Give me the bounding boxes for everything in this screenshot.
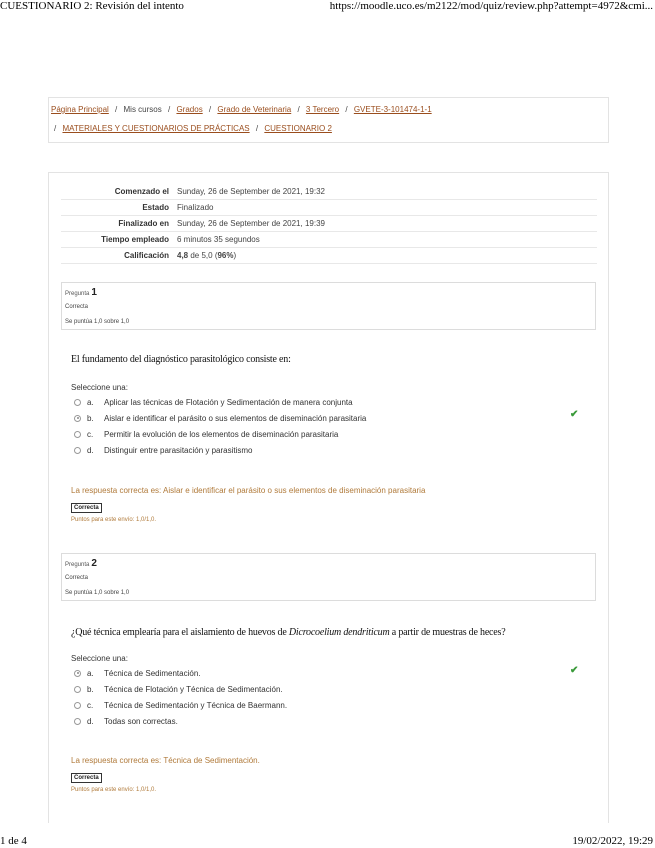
answer-option[interactable] bbox=[74, 442, 366, 458]
answer-letter: b. bbox=[87, 684, 94, 694]
radio-button[interactable] bbox=[74, 415, 81, 422]
print-title: CUESTIONARIO 2: Revisión del intento bbox=[0, 0, 184, 12]
answer-text: Técnica de Flotación y Técnica de Sedimentación. bbox=[104, 684, 283, 694]
breadcrumb-separator: / bbox=[345, 105, 348, 114]
answer-text: Técnica de Sedimentación y Técnica de Baermann. bbox=[104, 700, 288, 710]
breadcrumb-grado-veterinaria[interactable]: Grado de Veterinaria bbox=[217, 105, 292, 114]
radio-button[interactable] bbox=[74, 718, 81, 725]
answer-letter: a. bbox=[87, 397, 94, 407]
grade-close: ) bbox=[233, 251, 237, 260]
select-prompt-1: Seleccione una: bbox=[71, 383, 128, 392]
answer-option[interactable] bbox=[74, 713, 287, 729]
question-text-1: El fundamento del diagnóstico parasitológico consiste en: bbox=[71, 354, 291, 365]
breadcrumb-grados[interactable]: Grados bbox=[176, 105, 203, 114]
finished-label: Finalizado en bbox=[61, 216, 173, 232]
radio-button[interactable] bbox=[74, 670, 81, 677]
answer-text: Aplicar las técnicas de Flotación y Sedimentación de manera conjunta bbox=[104, 397, 353, 407]
summary-row-finished bbox=[61, 216, 597, 232]
radio-button[interactable] bbox=[74, 399, 81, 406]
species-name: Dicrocoelium dendriticum bbox=[288, 627, 390, 638]
points-text: Puntos para este envío: 1,0/1,0. bbox=[71, 517, 157, 523]
checkmark-icon: ✔ bbox=[570, 665, 579, 676]
answer-letter: a. bbox=[87, 668, 94, 678]
radio-button[interactable] bbox=[74, 702, 81, 709]
summary-row-time bbox=[61, 232, 597, 248]
question-state: Correcta bbox=[65, 304, 89, 310]
finished-value: Sunday, 26 de September de 2021, 19:39 bbox=[173, 216, 597, 232]
breadcrumb-my-courses: Mis cursos bbox=[123, 105, 162, 114]
correct-badge: Correcta bbox=[71, 503, 102, 513]
answer-option[interactable] bbox=[74, 394, 366, 410]
grade-value bbox=[173, 248, 597, 264]
correct-answer-feedback-1: La respuesta correcta es: Aislar e identificar el parásito o sus elementos de diseminación parasitaria bbox=[71, 486, 426, 495]
answer-text: Aislar e identificar el parásito o sus elementos de diseminación parasitaria bbox=[104, 413, 367, 423]
grade-score: 4,8 bbox=[177, 251, 189, 260]
answer-text: Todas son correctas. bbox=[104, 716, 178, 726]
breadcrumb bbox=[48, 97, 609, 143]
answer-option[interactable] bbox=[74, 426, 366, 442]
answer-list-1 bbox=[74, 394, 366, 458]
print-header bbox=[0, 0, 655, 14]
started-value: Sunday, 26 de September de 2021, 19:32 bbox=[173, 184, 597, 200]
correct-answer-feedback-2: La respuesta correcta es: Técnica de Sedimentación. bbox=[71, 756, 260, 765]
page-number: 1 de 4 bbox=[0, 835, 27, 847]
points-text: Puntos para este envío: 1,0/1,0. bbox=[71, 787, 157, 793]
answer-letter: d. bbox=[87, 716, 94, 726]
print-footer bbox=[0, 834, 655, 848]
answer-letter: c. bbox=[87, 429, 94, 439]
answer-letter: d. bbox=[87, 445, 94, 455]
answer-letter: b. bbox=[87, 413, 94, 423]
summary-row-state bbox=[61, 200, 597, 216]
question-number: 1 bbox=[91, 287, 97, 298]
breadcrumb-separator: / bbox=[297, 105, 300, 114]
question-word: Pregunta bbox=[65, 562, 90, 568]
question-info-1 bbox=[61, 282, 596, 330]
correct-badge: Correcta bbox=[71, 773, 102, 783]
summary-row-started bbox=[61, 184, 597, 200]
grade-out-of: de 5,0 ( bbox=[188, 251, 218, 260]
breadcrumb-separator: / bbox=[115, 105, 118, 114]
time-label: Tiempo empleado bbox=[61, 232, 173, 248]
print-url: https://moodle.uco.es/m2122/mod/quiz/review.php?attempt=4972&cmi... bbox=[329, 0, 653, 12]
question-number: 2 bbox=[91, 558, 97, 569]
breadcrumb-materiales[interactable]: MATERIALES Y CUESTIONARIOS DE PRÁCTICAS bbox=[62, 124, 250, 133]
select-prompt-2: Seleccione una: bbox=[71, 654, 128, 663]
breadcrumb-separator: / bbox=[167, 105, 171, 114]
breadcrumb-course[interactable]: GVETE-3-101474-1-1 bbox=[353, 105, 432, 114]
answer-text: Distinguir entre parasitación y parasitismo bbox=[104, 445, 253, 455]
breadcrumb-separator: / bbox=[255, 124, 259, 133]
breadcrumb-cuestionario[interactable]: CUESTIONARIO 2 bbox=[264, 124, 332, 133]
state-label: Estado bbox=[61, 200, 173, 216]
question-text-start: ¿Qué técnica emplearía para el aislamiento de huevos de bbox=[71, 627, 289, 638]
state-value: Finalizado bbox=[173, 200, 597, 216]
answer-letter: c. bbox=[87, 700, 94, 710]
question-text-end: a partir de muestras de heces? bbox=[389, 627, 506, 638]
answer-option[interactable] bbox=[74, 681, 287, 697]
breadcrumb-separator: / bbox=[208, 105, 212, 114]
checkmark-icon: ✔ bbox=[570, 409, 579, 420]
answer-list-2 bbox=[74, 665, 287, 729]
time-value: 6 minutos 35 segundos bbox=[173, 232, 597, 248]
print-datetime: 19/02/2022, 19:29 bbox=[572, 835, 653, 847]
breadcrumb-tercero[interactable]: 3 Tercero bbox=[305, 105, 340, 114]
answer-text: Permitir la evolución de los elementos de diseminación parasitaria bbox=[104, 429, 339, 439]
question-state: Correcta bbox=[65, 575, 89, 581]
question-grade: Se puntúa 1,0 sobre 1,0 bbox=[65, 590, 130, 596]
question-grade: Se puntúa 1,0 sobre 1,0 bbox=[65, 319, 130, 325]
question-text-2 bbox=[71, 627, 505, 638]
question-word: Pregunta bbox=[65, 291, 90, 297]
answer-text: Técnica de Sedimentación. bbox=[104, 668, 201, 678]
started-label: Comenzado el bbox=[61, 184, 173, 200]
answer-option[interactable] bbox=[74, 410, 366, 426]
answer-option[interactable] bbox=[74, 665, 287, 681]
breadcrumb-home[interactable]: Página Principal bbox=[51, 105, 109, 114]
summary-row-grade bbox=[61, 248, 597, 264]
grade-label: Calificación bbox=[61, 248, 173, 264]
attempt-summary-table bbox=[61, 184, 597, 264]
breadcrumb-separator: / bbox=[54, 124, 57, 133]
radio-button[interactable] bbox=[74, 431, 81, 438]
question-info-2 bbox=[61, 553, 596, 601]
radio-button[interactable] bbox=[74, 447, 81, 454]
answer-option[interactable] bbox=[74, 697, 287, 713]
grade-percent: 96% bbox=[217, 251, 234, 260]
radio-button[interactable] bbox=[74, 686, 81, 693]
